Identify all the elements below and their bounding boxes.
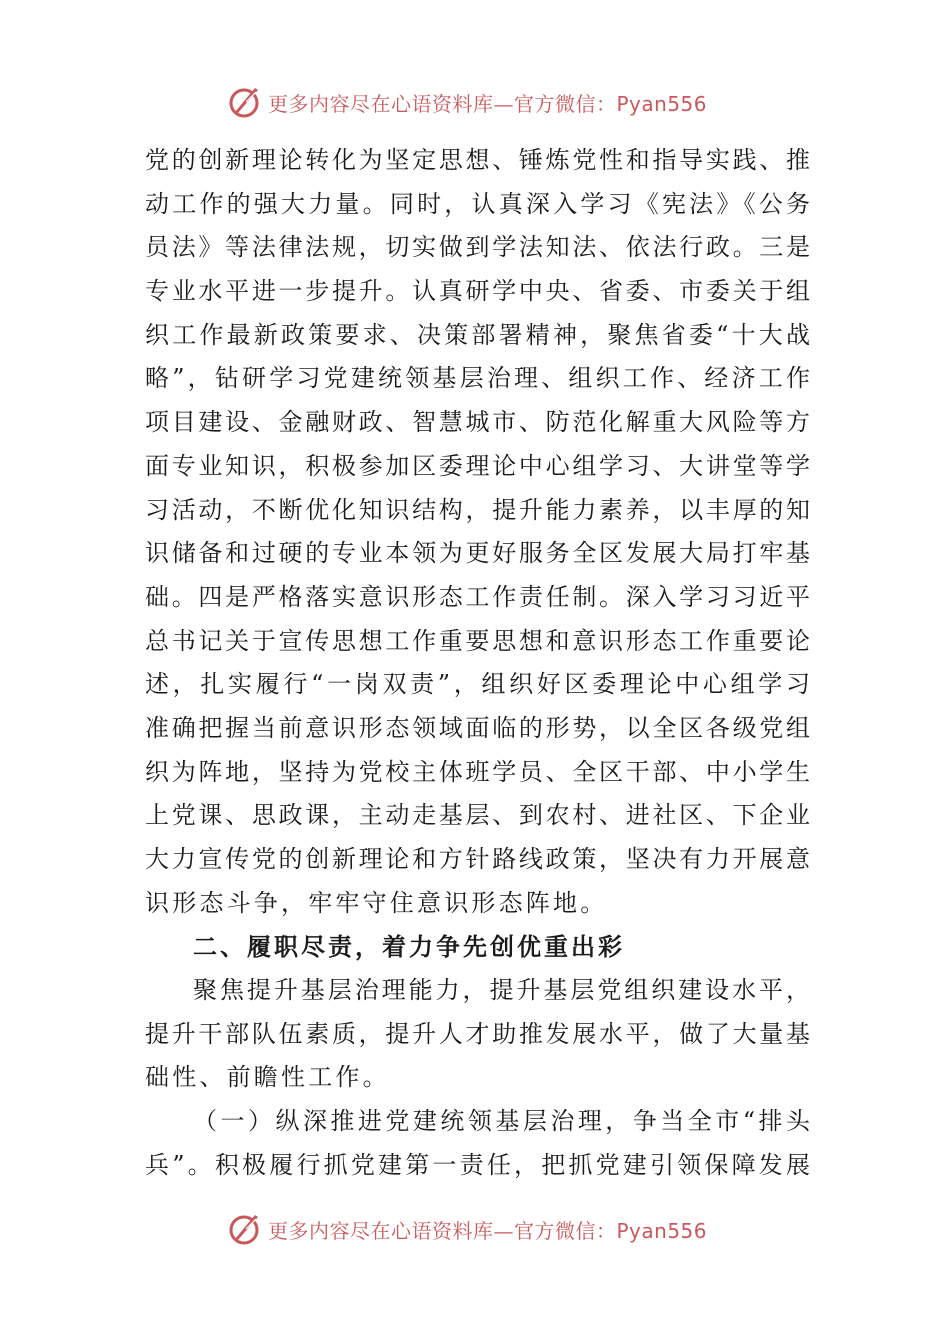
body-line: 专业水平进一步提升。认真研学中央、省委、市委关于组: [145, 277, 810, 306]
body-line: 识形态斗争，牢牢守住意识形态阵地。: [145, 888, 608, 917]
quill-circle-logo-icon: [228, 84, 264, 120]
body-line: 项目建设、金融财政、智慧城市、防范化解重大风险等方: [145, 408, 810, 437]
paragraph-first-line: （一）纵深推进党建统领基层治理，争当全市“排头: [193, 1107, 810, 1136]
body-line: 提升干部队伍素质，提升人才助推发展水平，做了大量基: [145, 1019, 810, 1048]
paragraph-first-line: 聚焦提升基层治理能力，提升基层党组织建设水平，: [193, 976, 810, 1005]
body-line: 员法》等法律法规，切实做到学法知法、依法行政。三是: [145, 233, 810, 262]
banner-text: 更多内容尽在心语资料库—官方微信：Pyan556: [268, 91, 708, 116]
wechat-id: Pyan556: [616, 1218, 708, 1243]
section-heading: 二、履职尽责，着力争先创优重出彩: [193, 932, 625, 962]
body-line: 习活动，不断优化知识结构，提升能力素养，以丰厚的知: [145, 495, 810, 524]
body-line: 党的创新理论转化为坚定思想、锤炼党性和指导实践、推: [145, 146, 810, 174]
body-line: 识储备和过硬的专业本领为更好服务全区发展大局打牢基: [145, 539, 810, 568]
body-line: 织工作最新政策要求、决策部署精神，聚焦省委“十大战: [145, 320, 810, 349]
header-banner: [228, 82, 707, 122]
body-line: 础性、前瞻性工作。: [145, 1063, 390, 1092]
quill-circle-logo-icon: [228, 1211, 264, 1247]
body-line: 准确把握当前意识形态领域面临的形势，以全区各级党组: [145, 713, 810, 742]
body-line: 面专业知识，积极参加区委理论中心组学习、大讲堂等学: [145, 451, 810, 480]
body-line: 总书记关于宣传思想工作重要思想和意识形态工作重要论: [145, 626, 810, 655]
body-line: 大力宣传党的创新理论和方针路线政策，坚决有力开展意: [145, 845, 810, 873]
footer-banner: [228, 1209, 707, 1249]
wechat-id: Pyan556: [616, 91, 708, 116]
document-body: [145, 139, 810, 1188]
body-line: 略”，钻研学习党建统领基层治理、组织工作、经济工作: [145, 364, 810, 393]
body-line: 动工作的强大力量。同时，认真深入学习《宪法》《公务: [145, 189, 810, 218]
banner-text: 更多内容尽在心语资料库—官方微信：Pyan556: [268, 1218, 708, 1243]
body-line: 织为阵地，坚持为党校主体班学员、全区干部、中小学生: [145, 757, 810, 786]
body-line: 础。四是严格落实意识形态工作责任制。深入学习习近平: [145, 582, 810, 611]
body-line: 兵”。积极履行抓党建第一责任，把抓党建引领保障发展: [145, 1150, 810, 1179]
body-line: 上党课、思政课，主动走基层、到农村、进社区、下企业: [145, 801, 810, 830]
body-line: 述，扎实履行“一岗双责”，组织好区委理论中心组学习: [145, 670, 810, 699]
